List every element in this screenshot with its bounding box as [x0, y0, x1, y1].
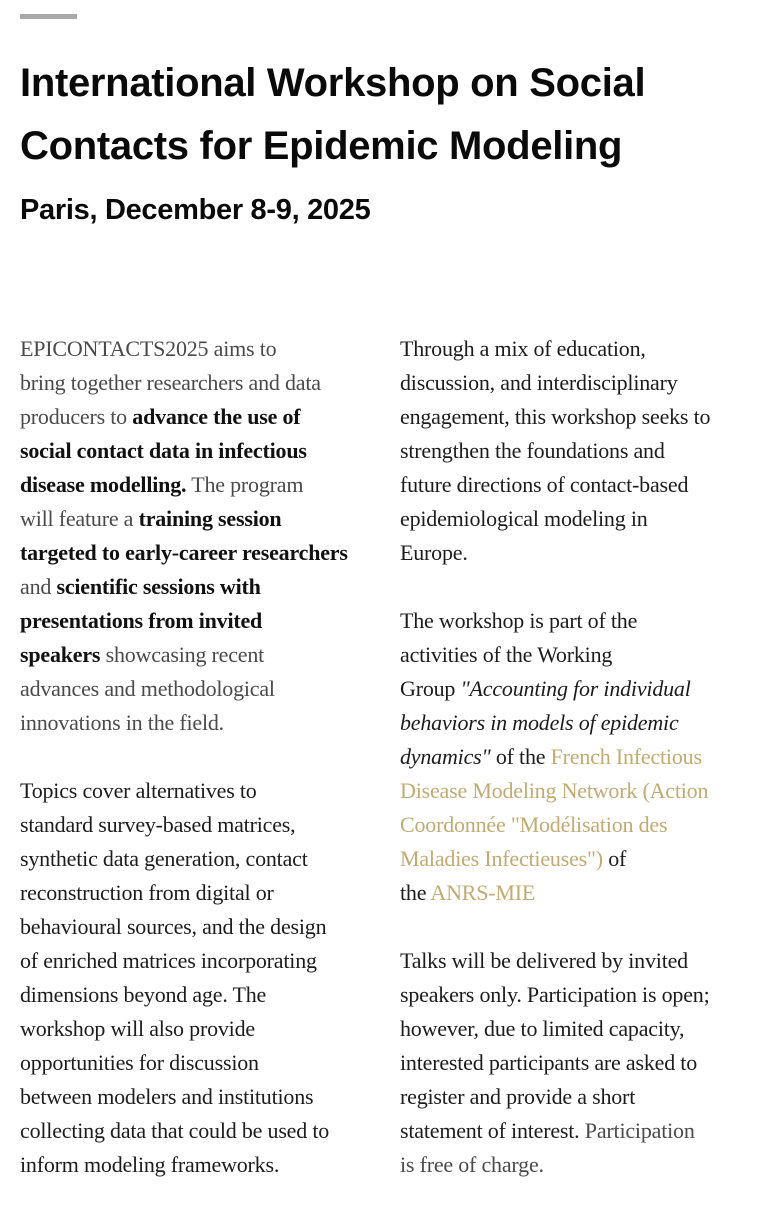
text-line	[20, 366, 370, 400]
text-line: strengthen the foundations and	[400, 438, 665, 463]
emphasis-text: social contact data in infectious	[20, 438, 307, 463]
emphasis-text: advance the use of	[132, 404, 301, 429]
text: activities of the Working	[400, 642, 613, 667]
text: EPICONTACTS2025 aims to	[20, 336, 277, 361]
text: statement of interest.	[400, 1118, 580, 1143]
text-line: workshop will also provide	[20, 1016, 255, 1041]
intro-paragraph	[20, 332, 370, 740]
topics-paragraph	[20, 774, 370, 1182]
text: Group	[400, 676, 461, 701]
text-line: opportunities for discussion	[20, 1050, 259, 1075]
text-line	[400, 1114, 760, 1148]
text-line: of enriched matrices incorporating	[20, 948, 317, 973]
text-line: however, due to limited capacity,	[400, 1016, 685, 1041]
participation-paragraph	[400, 944, 760, 1182]
text-line	[400, 774, 760, 808]
text-line: is free of charge.	[400, 1152, 544, 1177]
text-line: Talks will be delivered by invited	[400, 948, 688, 973]
text-line	[400, 876, 760, 910]
text: and	[20, 574, 57, 599]
text: The program	[186, 472, 304, 497]
text-line: engagement, this workshop seeks to	[400, 404, 711, 429]
text-line	[20, 672, 370, 706]
text: The workshop is part of the	[400, 608, 638, 633]
text-line: interested participants are asked to	[400, 1050, 698, 1075]
text-line: inform modeling frameworks.	[20, 1152, 280, 1177]
working-group-name: "Accounting for individual	[460, 676, 691, 701]
text-line: between modelers and institutions	[20, 1084, 314, 1109]
working-group-name: behaviors in models of epidemic	[400, 710, 679, 735]
text-line: future directions of contact-based	[400, 472, 689, 497]
french-network-link[interactable]: Maladies Infectieuses")	[400, 846, 603, 871]
text-line: reconstruction from digital or	[20, 880, 274, 905]
text: bring together researchers and data	[20, 370, 321, 395]
french-network-link[interactable]: Disease Modeling Network (Action	[400, 778, 709, 803]
text-line: discussion, and interdisciplinary	[400, 370, 678, 395]
text-line	[20, 468, 370, 502]
emphasis-text: speakers	[20, 642, 101, 667]
page-title-line: International Workshop on Social	[20, 61, 646, 105]
text-line: speakers only. Participation is open;	[400, 982, 710, 1007]
text-line: dimensions beyond age. The	[20, 982, 267, 1007]
french-network-link[interactable]: Coordonnée "Modélisation des	[400, 812, 668, 837]
left-column	[20, 332, 370, 1216]
text-line	[20, 706, 370, 740]
text: of the	[490, 744, 551, 769]
text-line	[20, 434, 370, 468]
text-line	[400, 638, 760, 672]
text-line	[20, 332, 370, 366]
emphasis-text: training session	[138, 506, 282, 531]
text-line: synthetic data generation, contact	[20, 846, 308, 871]
text-line	[400, 672, 760, 706]
text: showcasing recent	[100, 642, 265, 667]
text-line	[400, 808, 760, 842]
text: Participation	[579, 1118, 695, 1143]
text: producers to	[20, 404, 133, 429]
page-title	[20, 52, 760, 178]
emphasis-text: scientific sessions with	[56, 574, 261, 599]
text-line	[400, 604, 760, 638]
event-location-date: Paris, December 8-9, 2025	[20, 194, 371, 226]
working-group-name: dynamics"	[400, 744, 491, 769]
text-line	[20, 502, 370, 536]
text-line	[20, 400, 370, 434]
text-line: register and provide a short	[400, 1084, 636, 1109]
french-network-link[interactable]: French Infectious	[550, 744, 702, 769]
text-line: epidemiological modeling in	[400, 506, 648, 531]
text-line	[20, 638, 370, 672]
right-column	[400, 332, 760, 1216]
affiliation-paragraph	[400, 604, 760, 910]
top-divider	[20, 14, 77, 19]
text-line: behavioural sources, and the design	[20, 914, 327, 939]
text-line	[20, 604, 370, 638]
text-line	[20, 570, 370, 604]
anrs-mie-link[interactable]: ANRS-MIE	[430, 880, 536, 905]
text-line: standard survey-based matrices,	[20, 812, 296, 837]
text: advances and methodological	[20, 676, 275, 701]
goals-paragraph	[400, 332, 760, 570]
page-title-line: Contacts for Epidemic Modeling	[20, 124, 623, 168]
text-line: collecting data that could be used to	[20, 1118, 330, 1143]
text: will feature a	[20, 506, 139, 531]
emphasis-text: disease modelling.	[20, 472, 187, 497]
text: innovations in the field.	[20, 710, 224, 735]
text-line	[400, 740, 760, 774]
emphasis-text: presentations from invited	[20, 608, 263, 633]
text-line	[20, 536, 370, 570]
text: of	[602, 846, 627, 871]
text-line: Europe.	[400, 540, 468, 565]
text-line: Topics cover alternatives to	[20, 778, 257, 803]
text-line	[400, 842, 760, 876]
emphasis-text: targeted to early-career researchers	[20, 540, 348, 565]
text-line: Through a mix of education,	[400, 336, 646, 361]
text: the	[400, 880, 431, 905]
text-line	[400, 706, 760, 740]
